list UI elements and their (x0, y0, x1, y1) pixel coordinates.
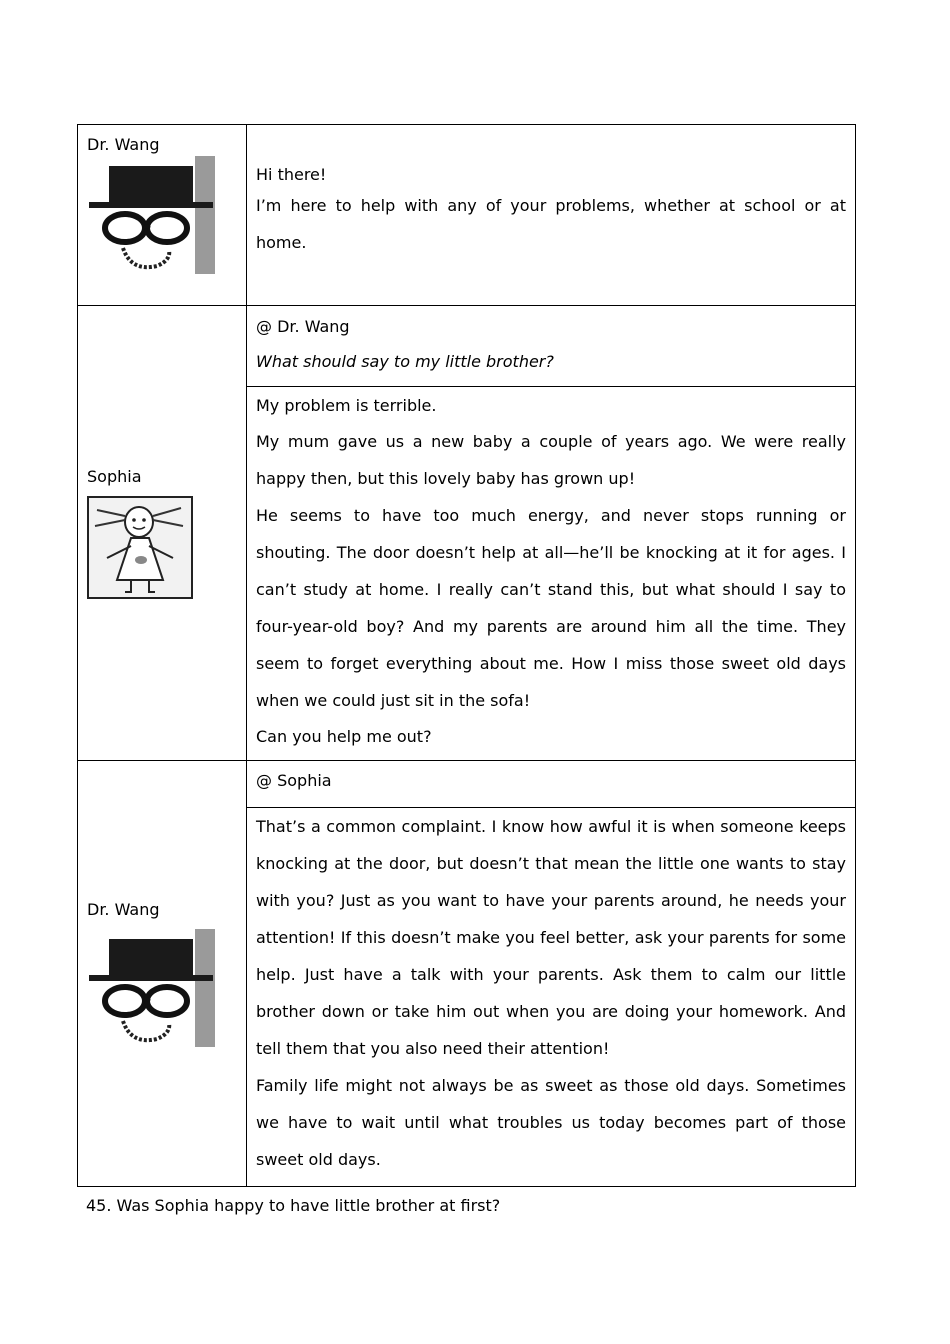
paragraph: Can you help me out? (256, 727, 432, 746)
intro-text: I’m here to help with any of your problems, whether at school or at home. (256, 196, 846, 252)
paragraph: Family life might not always be as sweet as those old days. Sometimes we have to wait until what troubles us today becomes part of those sweet old days. (256, 1076, 846, 1169)
post-row-drwang-intro (78, 125, 856, 306)
author-cell (78, 125, 247, 306)
subject-text (256, 351, 846, 373)
author-name: Sophia (87, 466, 142, 486)
post-row-sophia-subject (78, 306, 856, 387)
message-cell (247, 808, 856, 1187)
dr-wang-avatar-icon (87, 929, 215, 1047)
question-text: 45. Was Sophia happy to have little brother at first? (86, 1196, 501, 1215)
message-body (247, 125, 855, 261)
message-cell (247, 125, 856, 306)
message-subject-cell (247, 761, 856, 808)
dr-wang-avatar-icon (87, 156, 215, 274)
author-cell (78, 306, 247, 761)
message-body (247, 808, 855, 1178)
author-name: Dr. Wang (87, 899, 160, 919)
message-cell (247, 387, 856, 761)
author-name: Dr. Wang (87, 135, 160, 154)
author-cell (78, 761, 247, 1187)
mention-text: @ Sophia (256, 771, 332, 790)
message-body (247, 387, 855, 754)
forum-table (77, 124, 856, 1187)
message-subject-cell (247, 306, 856, 387)
paragraph: My problem is terrible. (256, 396, 437, 415)
paragraph: He seems to have too much energy, and never stops running or shouting. The door doesn’t help at all—he’ll be knocking at it for ages. I can’t study at home. I really can’t stand this, but what should I say to four-year-old boy? And my parents are around him all the time. They seem to forget everything about me. How I miss those sweet old days when we could just sit in the sofa! (256, 506, 846, 710)
post-row-drwang-mention (78, 761, 856, 808)
subject-italic: What should say to my little brother? (256, 352, 554, 371)
subject-block (247, 306, 855, 373)
greeting-text: Hi there! (256, 165, 327, 184)
sophia-avatar-icon (87, 496, 193, 599)
mention-text: @ Dr. Wang (256, 317, 350, 336)
paragraph: My mum gave us a new baby a couple of years ago. We were really happy then, but this lovely baby has grown up! (256, 432, 846, 488)
paragraph: That’s a common complaint. I know how awful it is when someone keeps knocking at the door, but doesn’t that mean the little one wants to stay with you? Just as you want to have your parents around, he needs your attention! If this doesn’t make you feel better, ask your parents for some help. Just have a talk with your parents. Ask them to calm our little brother down or take him out when you are doing your homework. And tell them that you also need their attention! (256, 817, 846, 1058)
subject-block (247, 761, 855, 792)
